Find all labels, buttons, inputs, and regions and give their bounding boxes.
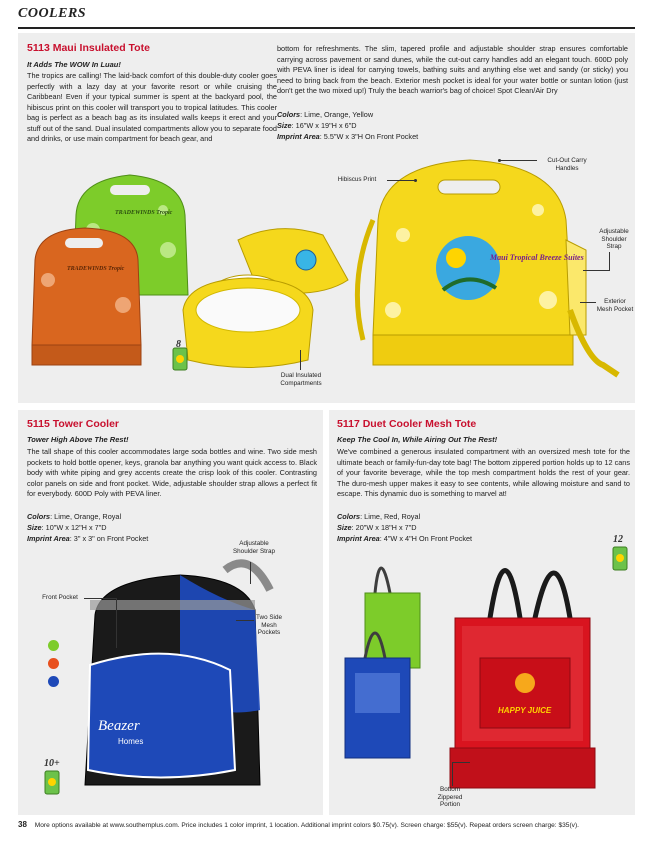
callout-cut-out-handles: Cut-Out Carry Handles (547, 157, 587, 172)
product-number: 5117 (337, 418, 360, 430)
callout-line (609, 252, 610, 270)
page-footer (18, 820, 635, 829)
color-swatch-orange (48, 658, 59, 669)
product-name: Tower Cooler (52, 418, 120, 430)
callout-line (387, 180, 415, 181)
product-title-5117 (337, 418, 476, 430)
can-count-5113: 8 (176, 339, 181, 350)
callout-adjustable-strap: Adjustable Shoulder Strap (232, 540, 275, 555)
product-number: 5113 (27, 42, 50, 54)
callout-front-pocket: Front Pocket (42, 594, 78, 601)
callout-line (583, 270, 610, 271)
product-description-left: The tropics are calling! The laid-back comfort of this double-duty cooler goes perfectly with a lazy day at your favorite resort or while cruising the Caribbean! Even if your typical summer is spent at the backyard pool, the hibiscus print on this cooler will transport you to tropical latitudes. This cooler bag is perfect as a beach bag as its insulated walls keeps it erect and your stuff out of the sand. Dual insulated compartments allow you to separate food and drinks, or use main compartment for beach gear, and (27, 71, 277, 144)
page-header (0, 0, 653, 28)
spec-size: Size: 20"W x 18"H x 7"D (337, 523, 417, 532)
soda-can-icon (612, 546, 628, 572)
product-description-right: bottom for refreshments. The slim, tapered profile and adjustable shoulder strap ensures comfortable carrying across pavement or sand dunes, while the cut-out carry handles add an elegant touch. 600D poly with PEVA liner is ideal for carrying towels, bathing suits and anything else wet and sandy (or sticky) you need to bring back from the beach. Exterior mesh pocket is ideal for your water bottle or suntan lotion (just don't get the two mixed up!) Truly the beach warrior's bag of choice! Spot Clean/Air Dry (277, 44, 628, 96)
callout-hibiscus-print: Hibiscus Print (337, 176, 377, 183)
header-rule (18, 27, 635, 29)
product-number: 5115 (27, 418, 50, 430)
color-swatch-royal (48, 676, 59, 687)
callout-line (452, 762, 470, 763)
product-description: The tall shape of this cooler accommodates large soda bottles and wine. Two side mesh pockets to hold bottle opener, keys, granola bar anything you want quick access to. Black body with white piping and grey accents create the crisp look of this cooler. Contrasting color panels on side and front pocket. Wide, adjustable shoulder strap allows a perfect fit for everybody. 600D Poly with PEVA liner. (27, 447, 317, 499)
spec-colors: Colors: Lime, Orange, Royal (27, 512, 122, 521)
callout-line (452, 762, 453, 786)
spec-imprint: Imprint Area: 4"W x 4"H On Front Pocket (337, 534, 473, 543)
soda-can-icon (44, 770, 60, 796)
callout-line (250, 562, 251, 584)
lime-sample-logo: TRADEWINDS Tropic (115, 210, 173, 216)
page-number: 38 (18, 820, 27, 829)
callout-line (580, 302, 596, 303)
tower-cooler-image (70, 570, 270, 800)
spec-colors: Colors: Lime, Orange, Yellow (277, 110, 374, 119)
callout-line (300, 350, 301, 370)
can-count-5115: 10+ (44, 758, 60, 769)
footer-text: More options available at www.southernplus.com. Price includes 1 color imprint, 1 location. Additional imprint colors $0.75(v). Screen charge: $55(v). Repeat orders screen charge: $35(v). (34, 822, 579, 829)
spec-imprint: Imprint Area: 5.5"W x 3"H On Front Pocket (277, 132, 419, 141)
product-name: Maui Insulated Tote (52, 42, 150, 54)
product-title-5115 (27, 418, 119, 430)
maui-tote-illustrations (18, 160, 635, 390)
color-swatch-lime (48, 640, 59, 651)
callout-dot (498, 159, 501, 162)
callout-bottom-zippered: Bottom Zippered Portion (437, 786, 463, 809)
callout-line (236, 620, 254, 621)
spec-colors: Colors: Lime, Red, Royal (337, 512, 421, 521)
product-name: Duet Cooler Mesh Tote (362, 418, 477, 430)
spec-size: Size: 10"W x 12"H x 7"D (27, 523, 107, 532)
beazer-imprint-logo: Beazer (98, 718, 140, 734)
product-tagline: Tower High Above The Rest! (27, 435, 129, 444)
callout-exterior-mesh: Exterior Mesh Pocket (596, 298, 634, 313)
callout-dual-compartments: Dual Insulated Compartments (280, 372, 322, 387)
product-tagline: Keep The Cool In, While Airing Out The Rest! (337, 435, 498, 444)
product-title-5113 (27, 42, 150, 54)
callout-line (116, 598, 117, 648)
maui-imprint-logo: Maui Tropical Breeze Suites (490, 253, 584, 262)
section-title: COOLERS (18, 6, 87, 21)
happy-juice-imprint-logo: HAPPY JUICE (498, 706, 552, 715)
product-tagline: It Adds The WOW In Luau! (27, 60, 121, 69)
open-yellow-tote-image (183, 229, 348, 368)
soda-can-icon (173, 348, 187, 370)
callout-line (84, 598, 116, 599)
yellow-tote-main-image (357, 160, 618, 375)
orange-tote-image (32, 228, 141, 365)
spec-imprint: Imprint Area: 3" x 3" on Front Pocket (27, 534, 149, 543)
duet-tote-images (340, 548, 610, 798)
beazer-imprint-sub: Homes (118, 737, 144, 746)
orange-sample-logo: TRADEWINDS Tropic (67, 266, 125, 272)
spec-size: Size: 16"W x 19"H x 6"D (277, 121, 357, 130)
callout-adjustable-strap: Adjustable Shoulder Strap (599, 228, 629, 251)
callout-line (500, 160, 537, 161)
callout-dot (414, 179, 417, 182)
callout-side-mesh: Two Side Mesh Pockets (256, 614, 282, 637)
product-description: We've combined a generous insulated compartment with an oversized mesh tote for the ultimate beach or family-fun-day tote bag! The bottom zippered portion holds up to 12 cans of your favorite beverage, while the top mesh compartment holds the rest of your gear. The duro-mesh upper makes it easy to see contents, while allowing moisture and sand to escape. This dynamic duo is something to marvel at! (337, 447, 630, 499)
can-count-5117: 12 (613, 534, 623, 545)
